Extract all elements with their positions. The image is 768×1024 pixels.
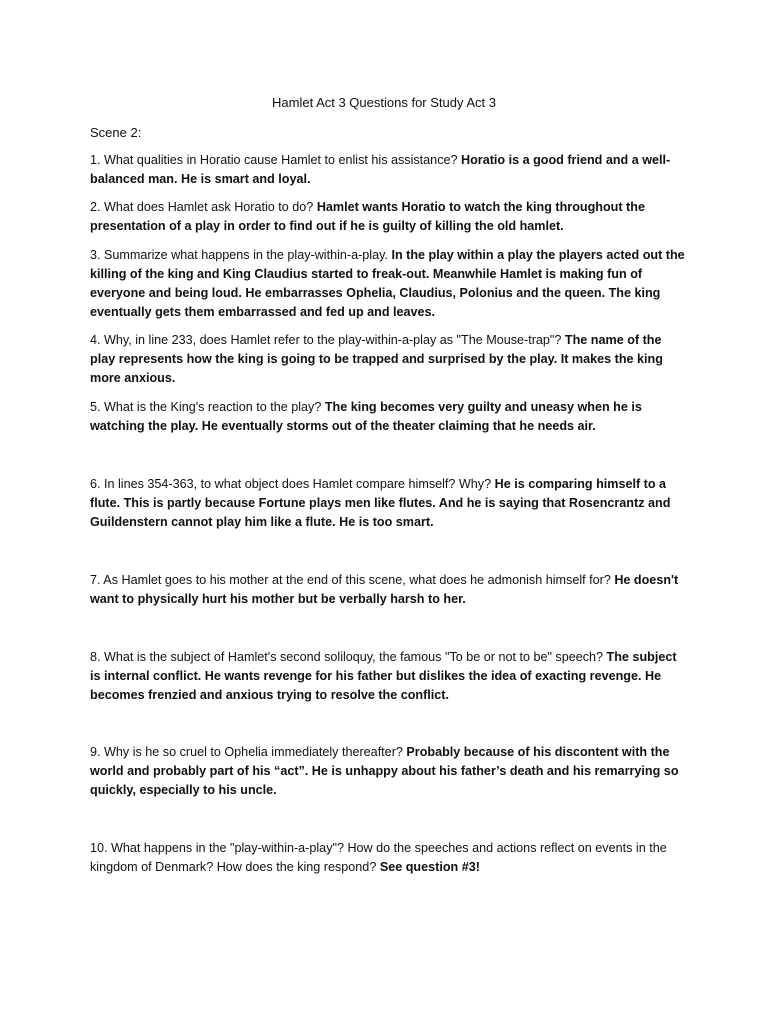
- question-item-8: [90, 648, 690, 705]
- answer-text: The subject is internal conflict. He wants revenge for his father but dislikes the idea of exacting revenge. He becomes frenzied and anxious trying to resolve the conflict.: [90, 650, 677, 702]
- answer-text: The name of the play represents how the king is going to be trapped and surprised by the play. It makes the king more anxious.: [90, 333, 663, 385]
- question-item-7: [90, 571, 690, 609]
- answer-text: See question #3!: [379, 860, 480, 874]
- question-text: 9. Why is he so cruel to Ophelia immediately thereafter?: [90, 745, 403, 759]
- question-text: 6. In lines 354-363, to what object does Hamlet compare himself? Why?: [90, 477, 492, 491]
- question-item-6: [90, 475, 690, 532]
- question-item-10: [90, 839, 690, 877]
- question-text: 3. Summarize what happens in the play-within-a-play.: [90, 248, 388, 262]
- answer-text: In the play within a play the players acted out the killing of the king and King Claudius started to freak-out. Meanwhile Hamlet is making fun of everyone and being loud. He embarrasses Ophelia, Claudius, Polonius and the queen. The king eventually gets them embarrassed and fed up and leaves.: [90, 248, 685, 319]
- question-item-1: [90, 151, 690, 189]
- scene-label: Scene 2:: [90, 125, 142, 140]
- question-text: 8. What is the subject of Hamlet's second soliloquy, the famous "To be or not to be" speech?: [90, 650, 604, 664]
- question-item-3: [90, 246, 690, 322]
- question-item-4: [90, 331, 690, 388]
- answer-text: Probably because of his discontent with the world and probably part of his “act”. He is unhappy about his father’s death and his remarrying so quickly, especially to his uncle.: [90, 745, 679, 797]
- question-item-9: [90, 743, 690, 800]
- question-text: 10. What happens in the "play-within-a-play"? How do the speeches and actions reflect on events in the kingdom of Denmark? How does the king respond?: [90, 841, 667, 874]
- question-item-2: [90, 198, 690, 236]
- answer-text: Hamlet wants Horatio to watch the king throughout the presentation of a play in order to find out if he is guilty of killing the old hamlet.: [90, 200, 645, 233]
- answer-text: He doesn't want to physically hurt his mother but be verbally harsh to her.: [90, 573, 679, 606]
- question-text: 2. What does Hamlet ask Horatio to do?: [90, 200, 314, 214]
- answer-text: Horatio is a good friend and a well-balanced man. He is smart and loyal.: [90, 153, 671, 186]
- question-text: 7. As Hamlet goes to his mother at the end of this scene, what does he admonish himself for?: [90, 573, 611, 587]
- question-item-5: [90, 398, 690, 436]
- question-text: 1. What qualities in Horatio cause Hamlet to enlist his assistance?: [90, 153, 458, 167]
- question-text: 4. Why, in line 233, does Hamlet refer to the play-within-a-play as "The Mouse-trap"?: [90, 333, 562, 347]
- page-title: Hamlet Act 3 Questions for Study Act 3: [272, 95, 496, 110]
- answer-text: The king becomes very guilty and uneasy when he is watching the play. He eventually storms out of the theater claiming that he needs air.: [90, 400, 642, 433]
- answer-text: He is comparing himself to a flute. This is partly because Fortune plays men like flutes. And he is saying that Rosencrantz and Guildenstern cannot play him like a flute. He is too smart.: [90, 477, 671, 529]
- question-text: 5. What is the King's reaction to the play?: [90, 400, 322, 414]
